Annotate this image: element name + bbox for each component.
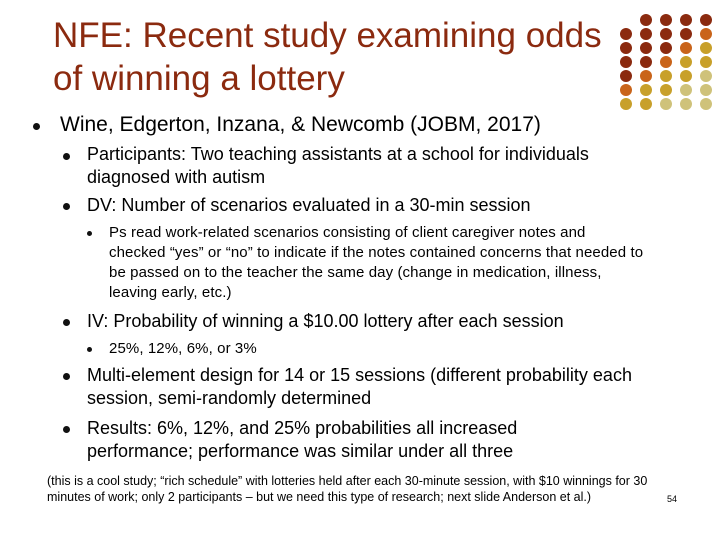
decorative-dot: [660, 42, 672, 54]
bullet-marker: [63, 319, 70, 326]
bullet-results: Results: 6%, 12%, and 25% probabilities all increased performance; performance was similar under all three: [87, 418, 518, 461]
bullet-participants: Participants: Two teaching assistants at a school for individuals diagnosed with autism: [87, 144, 589, 187]
decorative-dot: [680, 28, 692, 40]
footnote: (this is a cool study; “rich schedule” with lotteries held after each 30-minute session, with $10 winnings for 30 minutes of work; only 2 participants – but we need this type of research; next slide Anderson et al.): [47, 474, 648, 504]
decorative-dot: [640, 98, 652, 110]
decorative-dot: [620, 98, 632, 110]
decorative-dot: [680, 14, 692, 26]
bullet-citation: Wine, Edgerton, Inzana, & Newcomb (JOBM, 2017): [60, 113, 541, 136]
decorative-dot: [620, 42, 632, 54]
bullet-dv: DV: Number of scenarios evaluated in a 30-min session: [87, 195, 531, 215]
decorative-dot: [660, 56, 672, 68]
decorative-dot: [660, 14, 672, 26]
decorative-dot: [700, 84, 712, 96]
decorative-dot: [700, 28, 712, 40]
decorative-dot: [640, 56, 652, 68]
decorative-dot: [700, 42, 712, 54]
decorative-dot: [680, 98, 692, 110]
decorative-dot: [700, 70, 712, 82]
decorative-dot: [620, 70, 632, 82]
bullet-marker: [63, 203, 70, 210]
decorative-dot: [700, 14, 712, 26]
decorative-dot: [620, 84, 632, 96]
bullet-marker: [63, 373, 70, 380]
decorative-dot: [700, 56, 712, 68]
bullet-dv-detail: Ps read work-related scenarios consisting of client caregiver notes and checked “yes” or “no” to indicate if the notes contained concerns that needed to be passed on to the teacher the same day (change in medication, illness, leaving early, etc.): [109, 224, 644, 301]
bullet-marker: [63, 426, 70, 433]
decorative-dot: [620, 56, 632, 68]
decorative-dot: [680, 56, 692, 68]
bullet-marker: [63, 153, 70, 160]
decorative-dot: [660, 84, 672, 96]
decorative-dot: [660, 70, 672, 82]
decorative-dot: [620, 28, 632, 40]
decorative-dot: [640, 70, 652, 82]
decorative-dot: [640, 28, 652, 40]
page-number: 54: [667, 494, 678, 504]
decorative-dot: [660, 28, 672, 40]
decorative-dot: [640, 84, 652, 96]
decorative-dot: [680, 70, 692, 82]
decorative-dot-grid: [610, 12, 718, 112]
dot-grid-graphic: [610, 12, 718, 112]
decorative-dot: [680, 42, 692, 54]
slide-title: NFE: Recent study examining odds of winning a lottery: [53, 16, 602, 98]
decorative-dot: [680, 84, 692, 96]
bullet-marker: [87, 231, 92, 236]
decorative-dot: [640, 42, 652, 54]
bullet-marker: [87, 347, 92, 352]
decorative-dot: [700, 98, 712, 110]
bullet-design: Multi-element design for 14 or 15 sessions (different probability each session, semi-randomly determined: [87, 365, 632, 408]
bullet-iv: IV: Probability of winning a $10.00 lottery after each session: [87, 311, 564, 331]
bullet-iv-detail: 25%, 12%, 6%, or 3%: [109, 340, 257, 357]
bullet-marker: [33, 123, 40, 130]
decorative-dot: [660, 98, 672, 110]
decorative-dot: [640, 14, 652, 26]
